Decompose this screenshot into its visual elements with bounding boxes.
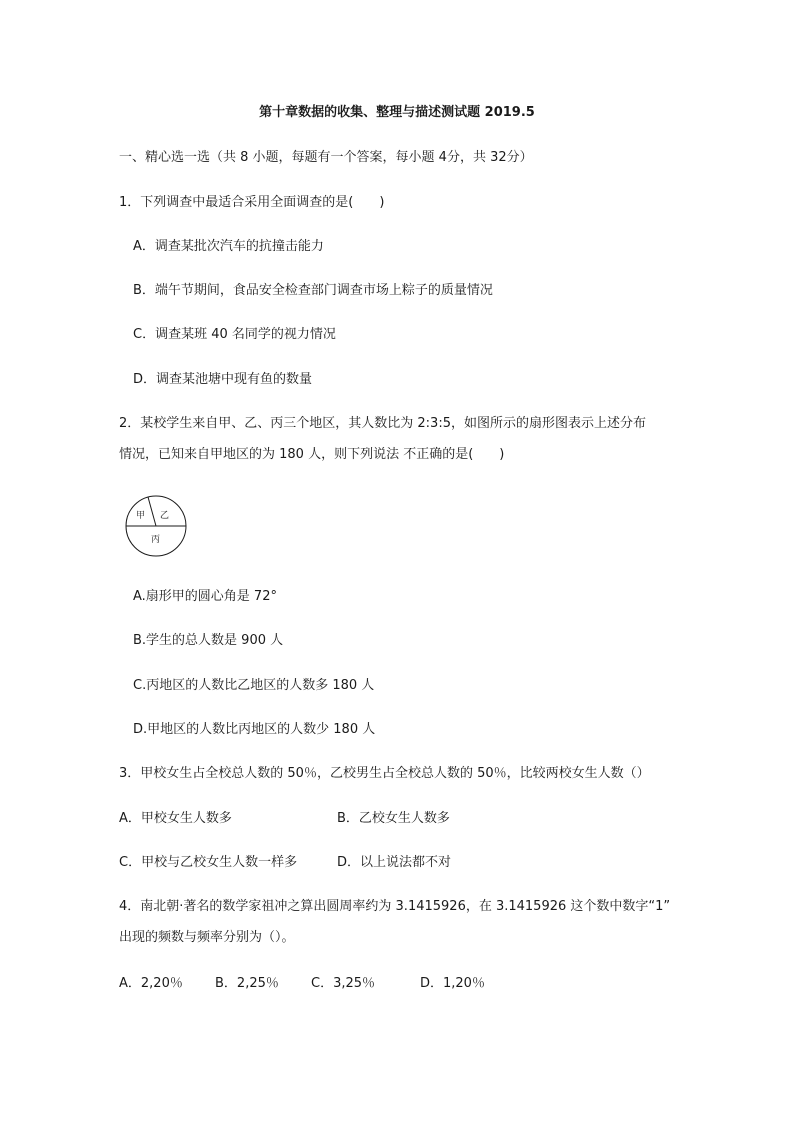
q1-option-c: C．调查某班 40 名同学的视力情况 xyxy=(133,327,336,342)
q3-option-b: B．乙校女生人数多 xyxy=(337,811,450,826)
q2-stem-line2: 情况，已知来自甲地区的为 180 人，则下列说法 不正确的是( ) xyxy=(119,447,505,462)
q1-option-d: D．调查某池塘中现有鱼的数量 xyxy=(133,372,313,387)
q1-option-a: A．调查某批次汽车的抗撞击能力 xyxy=(133,239,324,254)
pie-label-yi: 乙 xyxy=(160,511,170,521)
q4-option-d: D．1,20％ xyxy=(420,976,485,991)
q3-option-a: A．甲校女生人数多 xyxy=(119,811,232,826)
q1-stem: 1．下列调查中最适合采用全面调查的是( ) xyxy=(119,195,385,210)
q4-stem-line1: 4．南北朝·著名的数学家祖冲之算出圆周率约为 3.1415926，在 3.1415926 这个数中数字“1” xyxy=(119,899,671,914)
q2-option-a: A.扇形甲的圆心角是 72° xyxy=(133,589,277,604)
q4-option-a: A．2,20％ xyxy=(119,976,183,991)
pie-divider-slant xyxy=(148,497,156,526)
q1-option-b: B．端午节期间，食品安全检查部门调查市场上粽子的质量情况 xyxy=(133,283,493,298)
section-heading: 一、精心选一选（共 8 小题，每题有一个答案，每小题 4分，共 32分） xyxy=(119,150,533,165)
q2-option-c: C.丙地区的人数比乙地区的人数多 180 人 xyxy=(133,678,375,693)
q3-option-c: C．甲校与乙校女生人数一样多 xyxy=(119,855,298,870)
pie-label-jia: 甲 xyxy=(136,511,146,521)
q4-stem-line2: 出现的频数与频率分别为（）。 xyxy=(119,930,295,945)
pie-label-bing: 丙 xyxy=(151,535,161,545)
q3-option-d: D．以上说法都不对 xyxy=(337,855,452,870)
q2-stem-line1: 2．某校学生来自甲、乙、丙三个地区，其人数比为 2:3:5，如图所示的扇形图表示上述分布 xyxy=(119,416,646,431)
q4-option-c: C．3,25％ xyxy=(311,976,376,991)
q2-option-d: D.甲地区的人数比丙地区的人数少 180 人 xyxy=(133,722,376,737)
page-title: 第十章数据的收集、整理与描述测试题 2019.5 xyxy=(259,105,535,120)
q4-option-b: B．2,25％ xyxy=(215,976,279,991)
pie-figure xyxy=(124,494,188,558)
q2-option-b: B.学生的总人数是 900 人 xyxy=(133,633,284,648)
q3-stem: 3．甲校女生占全校总人数的 50％，乙校男生占全校总人数的 50％，比较两校女生人数（） xyxy=(119,766,650,781)
